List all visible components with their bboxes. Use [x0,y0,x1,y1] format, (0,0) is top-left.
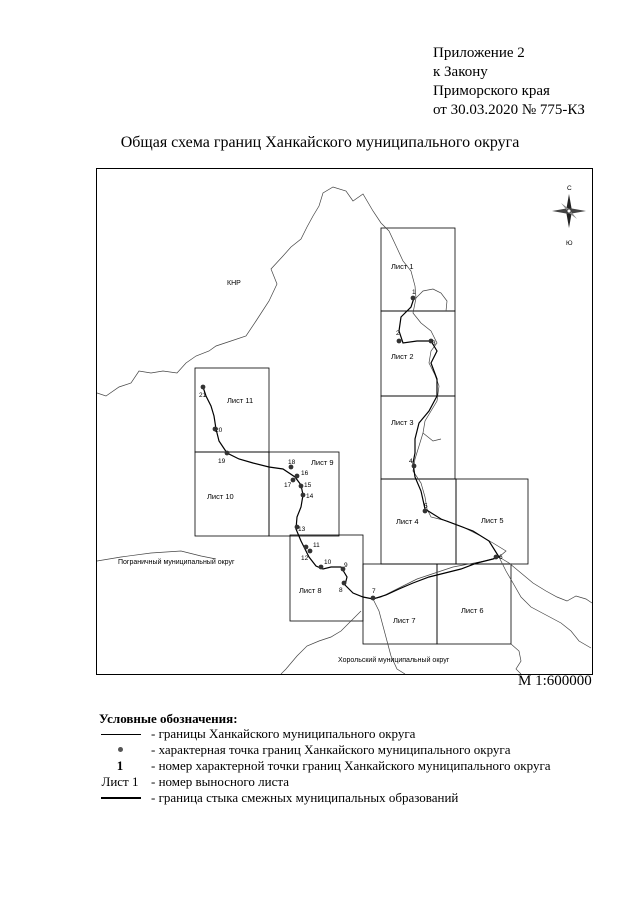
point-11 [308,549,313,554]
point-7 [371,596,376,601]
legend [95,726,595,806]
point-6 [494,555,499,560]
map-frame [96,168,593,675]
legend-text: - характерная точка границ Ханкайского муниципального округа [151,742,511,757]
legend-item-point [95,742,595,758]
point-label-20: 20 [215,427,223,434]
point-label-10: 10 [324,559,332,566]
map-scale: М 1:600000 [518,673,592,689]
point-label-14: 14 [306,493,314,500]
point-14 [301,493,306,498]
legend-item-point-number [95,758,595,774]
outer-border-lines [97,187,592,674]
region-label-china: КНР [227,280,241,287]
sheet-label-8: Лист 8 [299,586,322,595]
legend-item-boundary [95,726,595,742]
point-label-9: 9 [344,562,348,569]
point-label-8: 8 [339,587,343,594]
legend-symbol [95,726,145,742]
point-label-21: 21 [199,392,207,399]
sheet-labels [207,262,504,625]
legend-symbol: 1 [116,758,124,773]
point-dot-icon [118,747,123,752]
legend-text: - номер выносного листа [151,774,289,789]
region-label-khorolsky: Хорольский муниципальный округ [338,657,450,664]
point-8 [342,581,347,586]
legend-symbol: Лист 1 [101,774,139,789]
sheet-label-3: Лист 3 [391,418,414,427]
legend-item-sheet-number [95,774,595,790]
compass-south-label: Ю [566,240,573,247]
point-label-3: 3 [432,340,436,347]
appendix-line: к Закону [433,64,488,80]
sheet-label-6: Лист 6 [461,606,484,615]
legend-symbol [95,790,145,806]
point-label-18: 18 [288,459,296,466]
sheet-frame-8 [290,535,363,621]
legend-text: - границы Ханкайского муниципального округа [151,726,416,741]
appendix-line: Приложение 2 [433,45,525,61]
point-label-13: 13 [298,526,306,533]
point-label-1: 1 [412,289,416,296]
characteristic-points [201,296,499,601]
sheet-label-11: Лист 11 [227,396,254,405]
point-labels [199,289,503,595]
point-2 [397,339,402,344]
point-label-19: 19 [218,458,226,465]
sheet-label-10: Лист 10 [207,492,234,501]
compass-north-label: С [567,185,572,192]
sheet-label-9: Лист 9 [311,458,334,467]
point-label-12: 12 [301,555,309,562]
legend-text: - граница стыка смежных муниципальных образований [151,790,459,805]
legend-text: - номер характерной точки границ Ханкайского муниципального округа [151,758,551,773]
sheet-label-1: Лист 1 [391,262,414,271]
point-12 [304,545,309,550]
point-label-5: 5 [424,503,428,510]
appendix-header [433,44,585,120]
sheet-label-4: Лист 4 [396,517,419,526]
point-17 [291,478,296,483]
sheet-frame-3 [381,396,455,479]
point-19 [225,451,230,456]
sheet-label-7: Лист 7 [393,616,416,625]
thin-line-icon [101,734,141,735]
appendix-line: Приморского края [433,83,550,99]
sheet-frame-6 [437,564,511,644]
point-label-4: 4 [409,458,413,465]
legend-title: Условные обозначения: [99,711,238,726]
point-label-2: 2 [396,330,400,337]
compass-rose-icon [552,185,586,247]
point-label-16: 16 [301,470,309,477]
point-label-17: 17 [284,482,292,489]
sheet-frame-11 [195,368,269,452]
sheet-label-5: Лист 5 [481,516,504,525]
point-21 [201,385,206,390]
boundary-map [97,169,592,674]
page-title: Общая схема границ Ханкайского муниципального округа [120,134,520,151]
legend-symbol [95,742,145,758]
point-16 [295,474,300,479]
sheet-frames [195,228,528,644]
sheet-label-2: Лист 2 [391,352,414,361]
point-1 [411,296,416,301]
appendix-line: от 30.03.2020 № 775-КЗ [433,102,585,118]
point-label-6: 6 [499,554,503,561]
region-label-pogranichny: Пограничный муниципальный округ [118,559,235,566]
point-label-15: 15 [304,482,312,489]
point-label-7: 7 [372,588,376,595]
point-label-11: 11 [313,542,320,549]
point-10 [319,565,324,570]
thick-line-icon [101,797,141,799]
legend-item-junction [95,790,595,806]
point-15 [299,484,304,489]
